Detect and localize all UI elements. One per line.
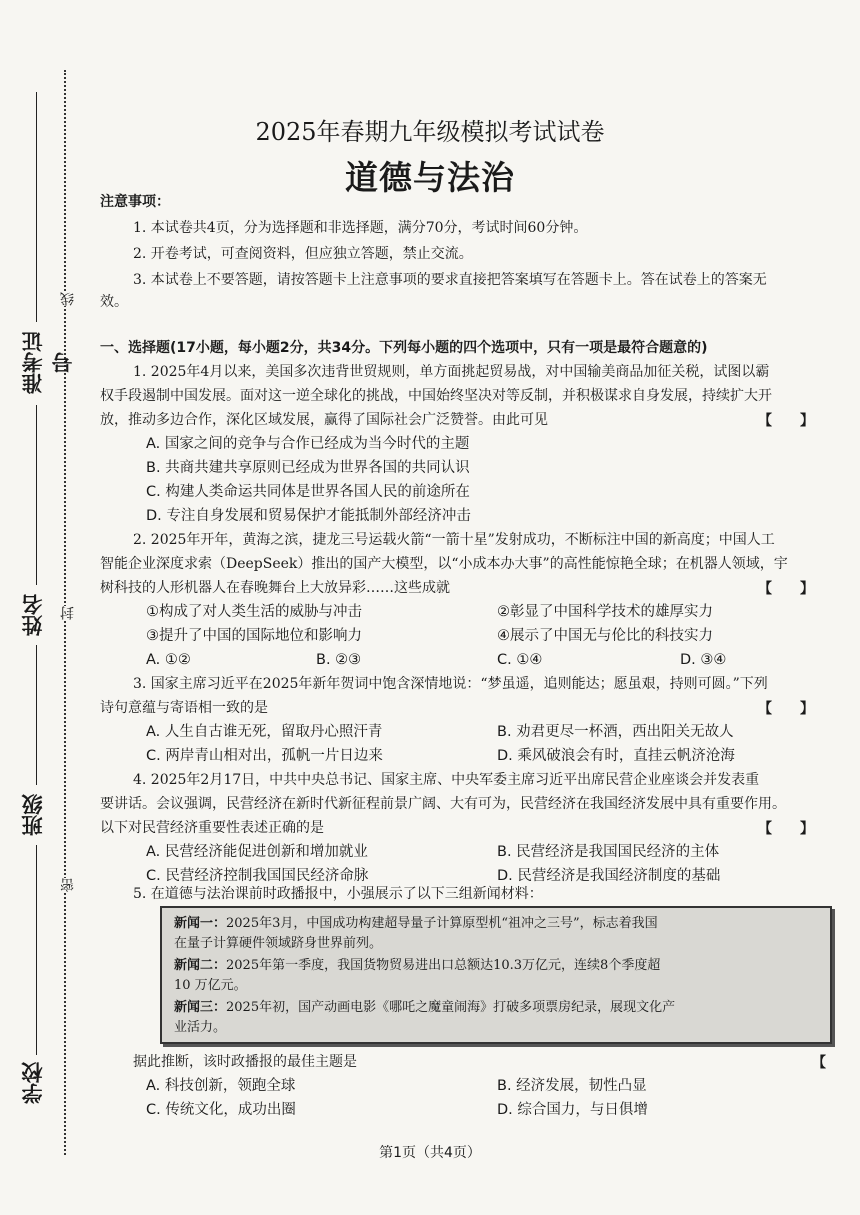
class-blank: [36, 645, 37, 785]
q3-option-b: B. 劝君更尽一杯酒，西出阳关无故人: [497, 724, 734, 740]
q5-answer-bracket: 【: [812, 1055, 826, 1071]
news-1-label: 新闻一：: [174, 916, 227, 931]
q2-option-c: C. ①④: [497, 652, 543, 668]
q5-question: 据此推断，该时政播报的最佳主题是: [133, 1054, 357, 1070]
q2-option-b: B. ②③: [316, 652, 362, 668]
name-blank: [36, 405, 37, 585]
q4-option-a: A. 民营经济能促进创新和增加就业: [146, 844, 368, 860]
q4-stem-line2: 要讲话。会议强调，民营经济在新时代新征程前景广阔、大有可为，民营经济在我国经济发展中具有重要作用。: [100, 796, 786, 812]
news-2-line2: 10 万亿元。: [174, 978, 247, 993]
q1-option-c: C. 构建人类命运共同体是世界各国人民的前途所在: [146, 484, 470, 500]
q2-stem-line2: 智能企业深度求索（DeepSeek）推出的国产大模型，以“小成本办大事”的高性能惊艳全球；在机器人领域，宇: [100, 556, 788, 572]
q5-option-a: A. 科技创新，领跑全球: [146, 1078, 296, 1094]
note-2: 2. 开卷考试，可查阅资料，但应独立答题，禁止交流。: [133, 246, 473, 262]
q5-option-c: C. 传统文化，成功出圈: [146, 1102, 296, 1118]
q2-statement-3: ③提升了中国的国际地位和影响力: [146, 628, 362, 644]
note-1: 1. 本试卷共4页，分为选择题和非选择题，满分70分，考试时间60分钟。: [133, 220, 588, 236]
class-label: 班级: [21, 794, 45, 836]
q1-answer-bracket: 【 】: [758, 413, 814, 429]
news-1-line1: [174, 914, 658, 934]
q2-stem-line1: 2. 2025年开年，黄海之滨，捷龙三号运载火箭“一箭十星”发射成功，不断标注中国的新高度；中国人工: [133, 532, 775, 548]
news-2-line1: [174, 956, 660, 976]
q2-stem-line3: 树科技的人形机器人在春晚舞台上大放异彩……这些成就: [100, 580, 450, 596]
q3-answer-bracket: 【 】: [758, 701, 814, 717]
news-3-line1: [174, 998, 675, 1018]
note-3-line1: 3. 本试卷上不要答题，请按答题卡上注意事项的要求直接把答案填写在答题卡上。答在试卷上的答案无: [133, 272, 767, 288]
news-2-label: 新闻二：: [174, 958, 227, 973]
news-material-box: [160, 906, 832, 1044]
q2-statement-2: ②彰显了中国科学技术的雄厚实力: [497, 604, 713, 620]
subject-title: 道德与法治: [345, 158, 515, 197]
q3-option-d: D. 乘风破浪会有时，直挂云帆济沧海: [497, 748, 735, 764]
q2-statement-4: ④展示了中国无与伦比的科技实力: [497, 628, 713, 644]
q3-stem-line2: 诗句意蕴与寄语相一致的是: [100, 700, 268, 716]
page-number: 第1页（共4页）: [379, 1145, 481, 1161]
q2-option-d: D. ③④: [680, 652, 727, 668]
margin-mark-secret: 密: [60, 878, 76, 892]
q3-option-a: A. 人生自古谁无死，留取丹心照汗青: [146, 724, 383, 740]
news-3-line2: 业活力。: [174, 1020, 227, 1035]
school-label: 学校: [21, 1062, 45, 1104]
q4-option-c: C. 民营经济控制我国国民经济命脉: [146, 868, 369, 884]
news-2-text: 2025年第一季度，我国货物贸易进出口总额达10.3万亿元，连续8个季度超: [226, 958, 661, 973]
q1-option-b: B. 共商共建共享原则已经成为世界各国的共同认识: [146, 460, 470, 476]
section1-heading: 一、选择题(17小题，每小题2分，共34分。下列每小题的四个选项中，只有一项是最符合题意的): [100, 340, 708, 356]
news-1-line2: 在量子计算硬件领域跻身世界前列。: [174, 936, 383, 951]
q2-statement-1: ①构成了对人类生活的威胁与冲击: [146, 604, 362, 620]
margin-mark-seal: 封: [60, 606, 76, 620]
name-label: 姓名: [21, 594, 45, 636]
school-blank: [36, 845, 37, 1055]
q1-option-d: D. 专注自身发展和贸易保护才能抵制外部经济冲击: [146, 508, 471, 524]
q4-stem-line1: 4. 2025年2月17日，中共中央总书记、国家主席、中央军委主席习近平出席民营企业座谈会并发表重: [133, 772, 760, 788]
exam-id-label: 准考证号: [21, 331, 75, 394]
q2-answer-bracket: 【 】: [758, 581, 814, 597]
q5-option-d: D. 综合国力，与日俱增: [497, 1102, 648, 1118]
q4-answer-bracket: 【 】: [758, 821, 814, 837]
q1-stem-line2: 权手段遏制中国发展。面对这一逆全球化的挑战，中国始终坚决对等反制，并积极谋求自身发展，持续扩大开: [100, 388, 772, 404]
q4-option-d: D. 民营经济是我国经济制度的基础: [497, 868, 721, 884]
q3-option-c: C. 两岸青山相对出，孤帆一片日边来: [146, 748, 383, 764]
q1-option-a: A. 国家之间的竞争与合作已经成为当今时代的主题: [146, 436, 470, 452]
q4-stem-line3: 以下对民营经济重要性表述正确的是: [100, 820, 324, 836]
news-3-label: 新闻三：: [174, 1000, 227, 1015]
margin-mark-line: 线: [60, 292, 76, 306]
q2-option-a: A. ①②: [146, 652, 191, 668]
note-3-line2: 效。: [100, 294, 128, 310]
exam-title: 2025年春期九年级模拟考试试卷: [255, 118, 605, 146]
news-1-text: 2025年3月，中国成功构建超导量子计算原型机“祖冲之三号”，标志着我国: [226, 916, 658, 931]
q5-stem: 5. 在道德与法治课前时政播报中，小强展示了以下三组新闻材料：: [133, 886, 543, 902]
notes-heading: 注意事项：: [100, 194, 170, 210]
news-3-text: 2025年初，国产动画电影《哪吒之魔童闹海》打破多项票房纪录，展现文化产: [226, 1000, 676, 1015]
q1-stem-line3: 放，推动多边合作，深化区域发展，赢得了国际社会广泛赞誉。由此可见: [100, 412, 548, 428]
q3-stem-line1: 3. 国家主席习近平在2025年新年贺词中饱含深情地说：“梦虽遥，追则能达；愿虽艰，持则可圆。”下列: [133, 676, 768, 692]
q5-option-b: B. 经济发展，韧性凸显: [497, 1078, 647, 1094]
q4-option-b: B. 民营经济是我国国民经济的主体: [497, 844, 720, 860]
q1-stem-line1: 1. 2025年4月以来，美国多次违背世贸规则，单方面挑起贸易战，对中国输美商品加征关税，试图以霸: [133, 364, 770, 380]
